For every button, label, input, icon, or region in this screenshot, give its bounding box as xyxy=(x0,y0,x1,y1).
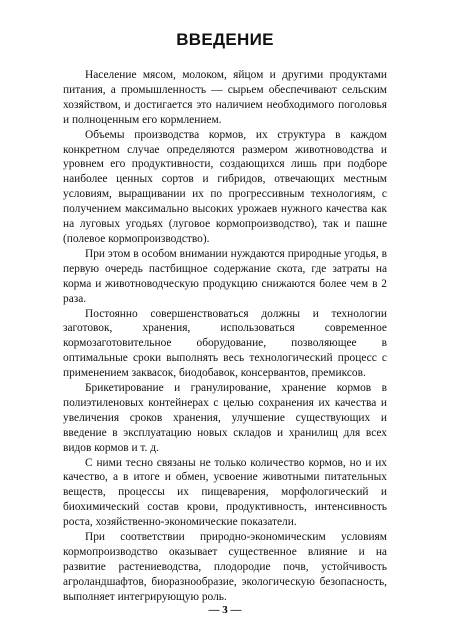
paragraph-1: Население мясом, молоком, яйцом и другими продуктами питания, а промышленность — сырьем обеспечивают сельским хозяйством, и достигается это наличием необходимого поголовья и полноценным его кормлением. xyxy=(63,69,387,126)
body-text xyxy=(63,68,387,605)
paragraph-6: С ними тесно связаны не только количество кормов, но и их качество, а в итоге и обмен, усвоение животными питательных веществ, процессы их пищеварения, морфологический и биохимический состав крови, продуктивность, интенсивность роста, хозяйственно-экономические показатели. xyxy=(63,456,387,529)
paragraph-5: Брикетирование и гранулирование, хранение кормов в полиэтиленовых контейнерах с целью сохранения их качества и увеличения сроков хранения, улучшение существующих и введение в эксплуатацию новых складов и хранилищ для всех видов кормов и т. д. xyxy=(63,382,387,454)
paragraph-4: Постоянно совершенствоваться должны и технологии заготовок, хранения, использоваться современное кормозаготовительное оборудование, позволяющее в оптимальные сроки выполнять весь технологический процесс с применением заквасок, биодобавок, консервантов, премиксов. xyxy=(63,307,387,380)
page-title: ВВЕДЕНИЕ xyxy=(176,30,274,49)
paragraph-3: При этом в особом внимании нуждаются природные угодья, в первую очередь пастбищное содержание скота, где затраты на корма и животноводческую продукцию снижаются более чем в 2 раза. xyxy=(63,247,387,305)
paragraph-2: Объемы производства кормов, их структура в каждом конкретном случае определяются размером животноводства и уровнем его продуктивности, создающихся лишь при подборе наиболее ценных сортов и гибридов, отвечающих местным условиям, выращивании их по прогрессивным технологиям, с получением максимально высоких урожаев нужного качества как на луговых угодьях (луговое кормопроизводство), так и пашне (полевое кормопроизводство). xyxy=(63,128,387,245)
page-number: — 3 — xyxy=(208,604,242,616)
paragraph-7: При соответствии природно-экономическим условиям кормопроизводство оказывает существенное влияние и на развитие растениеводства, плодородие почв, устойчивость агроландшафтов, биоразнообразие, экологическую безопасность, выполняет интегрирующую роль. xyxy=(63,531,387,603)
